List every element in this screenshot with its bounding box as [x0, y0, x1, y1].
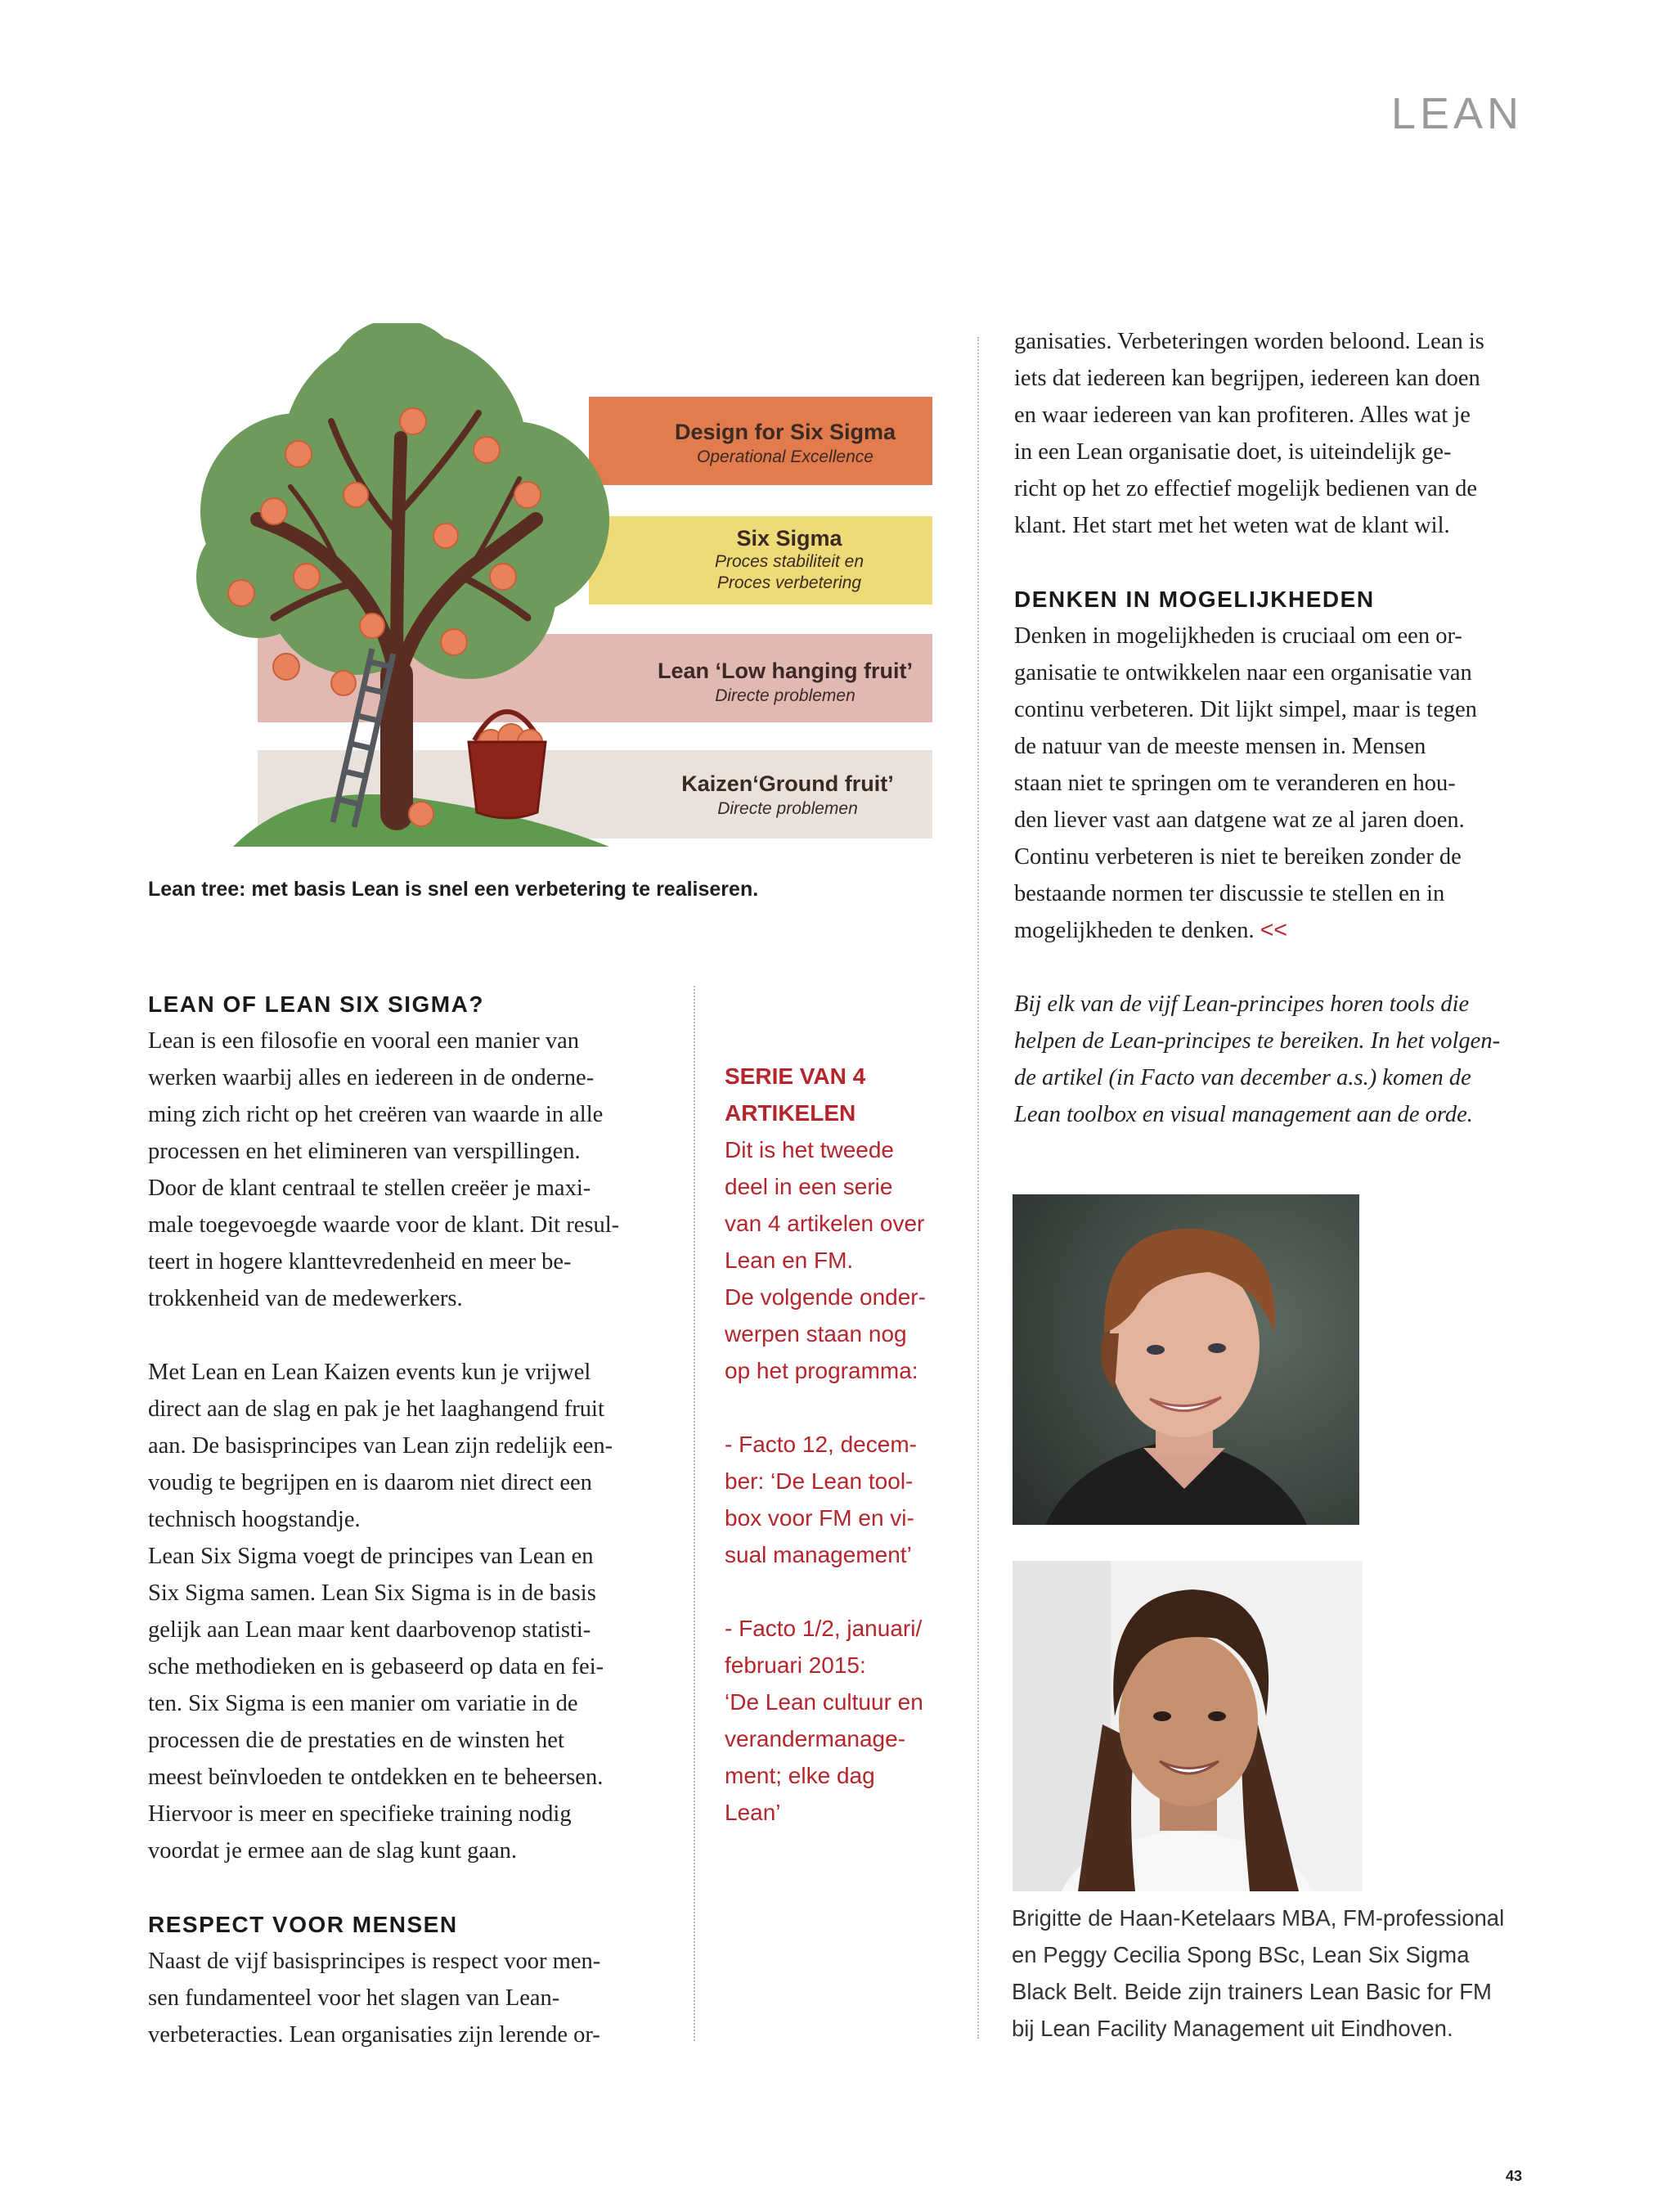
text-line: staan niet te springen om te veranderen en hou- [1014, 771, 1456, 796]
author-bio [1012, 1900, 1552, 2047]
text-line: SERIE VAN 4 [725, 1063, 866, 1089]
text-line: en Peggy Cecilia Spong BSc, Lean Six Sigma [1012, 1942, 1470, 1967]
section-heading: DENKEN IN MOGELIJKHEDEN [1014, 587, 1375, 612]
text-line: box voor FM en vi- [725, 1505, 914, 1531]
text-line: ten. Six Sigma is een manier om variatie in de [148, 1691, 578, 1716]
text-line: verandermanage- [725, 1726, 906, 1751]
text-line: op het programma: [725, 1358, 918, 1383]
text-line: De volgende onder- [725, 1284, 926, 1310]
text-line: ment; elke dag [725, 1763, 875, 1788]
section-heading: RESPECT VOOR MENSEN [148, 1912, 458, 1937]
band-design-six-sigma [589, 397, 932, 485]
band-title: Kaizen‘Ground fruit’ [681, 771, 894, 796]
text-line: voudig te begrijpen en is daarom niet direct een [148, 1470, 592, 1495]
band-subtitle: Proces verbetering [716, 573, 862, 592]
text-line: de natuur van de meeste mensen in. Mensen [1014, 734, 1426, 759]
text-line: sche methodieken en is gebaseerd op data en fei- [148, 1654, 604, 1679]
text-line: richt op het zo effectief mogelijk bedienen van de [1014, 476, 1478, 501]
column-divider [694, 986, 695, 2041]
text-line: Lean Six Sigma voegt de principes van Lean en [148, 1544, 594, 1569]
text-line: teert in hogere klanttevredenheid en meer be- [148, 1249, 572, 1275]
text-line: in een Lean organisatie doet, is uiteindelijk ge- [1014, 439, 1452, 465]
text-line: gelijk aan Lean maar kent daarbovenop statisti- [148, 1617, 591, 1643]
text-line: en waar iedereen van kan profiteren. Alles wat je [1014, 402, 1471, 428]
sidebar-paragraph [725, 1426, 970, 1573]
fruit-basket [469, 712, 546, 818]
text-line: den liever vast aan datgene wat ze al jaren doen. [1014, 807, 1465, 833]
text-line: meest beïnvloeden te ontdekken en te beheersen. [148, 1765, 604, 1790]
series-sidebar [725, 1058, 970, 1831]
text-line: werken waarbij alles en iedereen in de onderne- [148, 1065, 595, 1090]
text-line: de artikel (in Facto van december a.s.) komen de [1014, 1065, 1471, 1090]
text-line: Door de klant centraal te stellen creëer je maxi- [148, 1176, 591, 1201]
right-column [1014, 323, 1538, 1133]
section-tag: LEAN [1390, 89, 1523, 138]
text-line: Lean is een filosofie en vooral een manier van [148, 1028, 580, 1054]
text-line: Naast de vijf basisprincipes is respect voor men- [148, 1949, 601, 1974]
text-line: continu verbeteren. Dit lijkt simpel, maar is tegen [1014, 697, 1477, 722]
photo-brigitte [1013, 1194, 1359, 1525]
text-line: klant. Het start met het weten wat de klant wil. [1014, 513, 1450, 538]
sidebar-paragraph [725, 1610, 970, 1831]
text-line: ARTIKELEN [725, 1100, 856, 1126]
band-subtitle: Proces stabiliteit en [714, 552, 864, 571]
text-line: Met Lean en Lean Kaizen events kun je vrijwel [148, 1360, 591, 1385]
text-line: - Facto 1/2, januari/ [725, 1616, 923, 1641]
paragraph [1014, 618, 1538, 912]
text-line: ber: ‘De Lean tool- [725, 1468, 914, 1494]
photo-peggy [1013, 1561, 1363, 1891]
band-title: Design for Six Sigma [674, 420, 896, 444]
text-line: - Facto 12, decem- [725, 1432, 917, 1457]
sidebar-paragraph [725, 1131, 970, 1389]
band-six-sigma [589, 516, 932, 605]
text-line: Bij elk van de vijf Lean-principes horen tools die [1014, 991, 1470, 1017]
text-line: ‘De Lean cultuur en [725, 1689, 923, 1715]
paragraph [148, 1354, 671, 1869]
band-subtitle: Directe problemen [715, 686, 855, 705]
italic-note [1014, 986, 1538, 1133]
portrait-photo [1013, 1561, 1363, 1891]
text-line: ganisaties. Verbeteringen worden beloond. Lean is [1014, 329, 1484, 354]
paragraph-last-line [1014, 912, 1538, 949]
text-line: voordat je ermee aan de slag kunt gaan. [148, 1838, 518, 1864]
text-line: deel in een serie [725, 1174, 893, 1199]
lean-tree-illustration [151, 323, 932, 847]
text-line: Six Sigma samen. Lean Six Sigma is in de basis [148, 1580, 596, 1606]
text-line: Lean en FM. [725, 1248, 854, 1273]
paragraph [148, 1023, 671, 1317]
text-line: processen die de prestaties en de winsten het [148, 1728, 564, 1753]
text-line: trokkenheid van de medewerkers. [148, 1286, 463, 1311]
text-line: aan. De basisprincipes van Lean zijn redelijk een- [148, 1433, 613, 1459]
left-column [148, 986, 671, 2053]
section-heading: LEAN OF LEAN SIX SIGMA? [148, 991, 484, 1017]
text-line: male toegevoegde waarde voor de klant. Dit resul- [148, 1212, 620, 1238]
text-line: werpen staan nog [725, 1321, 907, 1347]
text-line: van 4 artikelen over [725, 1211, 925, 1236]
text-line: Dit is het tweede [725, 1137, 894, 1162]
text-line: bestaande normen ter discussie te stellen en in [1014, 881, 1445, 906]
band-title: Six Sigma [736, 526, 842, 551]
text-line: processen en het elimineren van verspillingen. [148, 1139, 581, 1164]
end-mark: << [1260, 917, 1288, 943]
paragraph [148, 1943, 671, 2053]
text-line: bij Lean Facility Management uit Eindhoven. [1012, 2016, 1453, 2041]
text-line: helpen de Lean-principes te bereiken. In het volgen- [1014, 1028, 1501, 1054]
column-divider [977, 337, 979, 2039]
text-line: februari 2015: [725, 1652, 866, 1678]
text-line: technisch hoogstandje. [148, 1507, 361, 1532]
last-line-text: mogelijkheden te denken. [1014, 918, 1255, 943]
lean-tree-figure [151, 323, 932, 847]
text-line: direct aan de slag en pak je het laaghangend fruit [148, 1396, 604, 1422]
text-line: Lean’ [725, 1800, 781, 1825]
portrait-photo [1013, 1194, 1359, 1525]
band-subtitle: Directe problemen [717, 799, 858, 818]
text-line: Continu verbeteren is niet te bereiken zonder de [1014, 844, 1462, 870]
text-line: verbeteracties. Lean organisaties zijn lerende or- [148, 2022, 600, 2048]
text-line: Brigitte de Haan-Ketelaars MBA, FM-professional [1012, 1905, 1505, 1931]
text-line: sual management’ [725, 1542, 912, 1567]
band-subtitle: Operational Excellence [697, 447, 873, 466]
sidebar-heading [725, 1058, 970, 1131]
text-line: Black Belt. Beide zijn trainers Lean Basic for FM [1012, 1979, 1492, 2004]
text-line: Lean toolbox en visual management aan de orde. [1014, 1102, 1473, 1127]
band-title: Lean ‘Low hanging fruit’ [658, 659, 913, 683]
paragraph [1014, 323, 1538, 544]
text-line: ganisatie te ontwikkelen naar een organisatie van [1014, 660, 1472, 686]
text-line: sen fundamenteel voor het slagen van Lean- [148, 1985, 560, 2011]
page-number: 43 [1505, 2168, 1522, 2184]
text-line: Denken in mogelijkheden is cruciaal om een or- [1014, 623, 1462, 649]
text-line: ming zich richt op het creëren van waarde in alle [148, 1102, 604, 1127]
figure-caption: Lean tree: met basis Lean is snel een verbetering te realiseren. [148, 878, 759, 901]
text-line: iets dat iedereen kan begrijpen, iedereen kan doen [1014, 366, 1480, 391]
text-line: Hiervoor is meer en specifieke training nodig [148, 1801, 572, 1827]
